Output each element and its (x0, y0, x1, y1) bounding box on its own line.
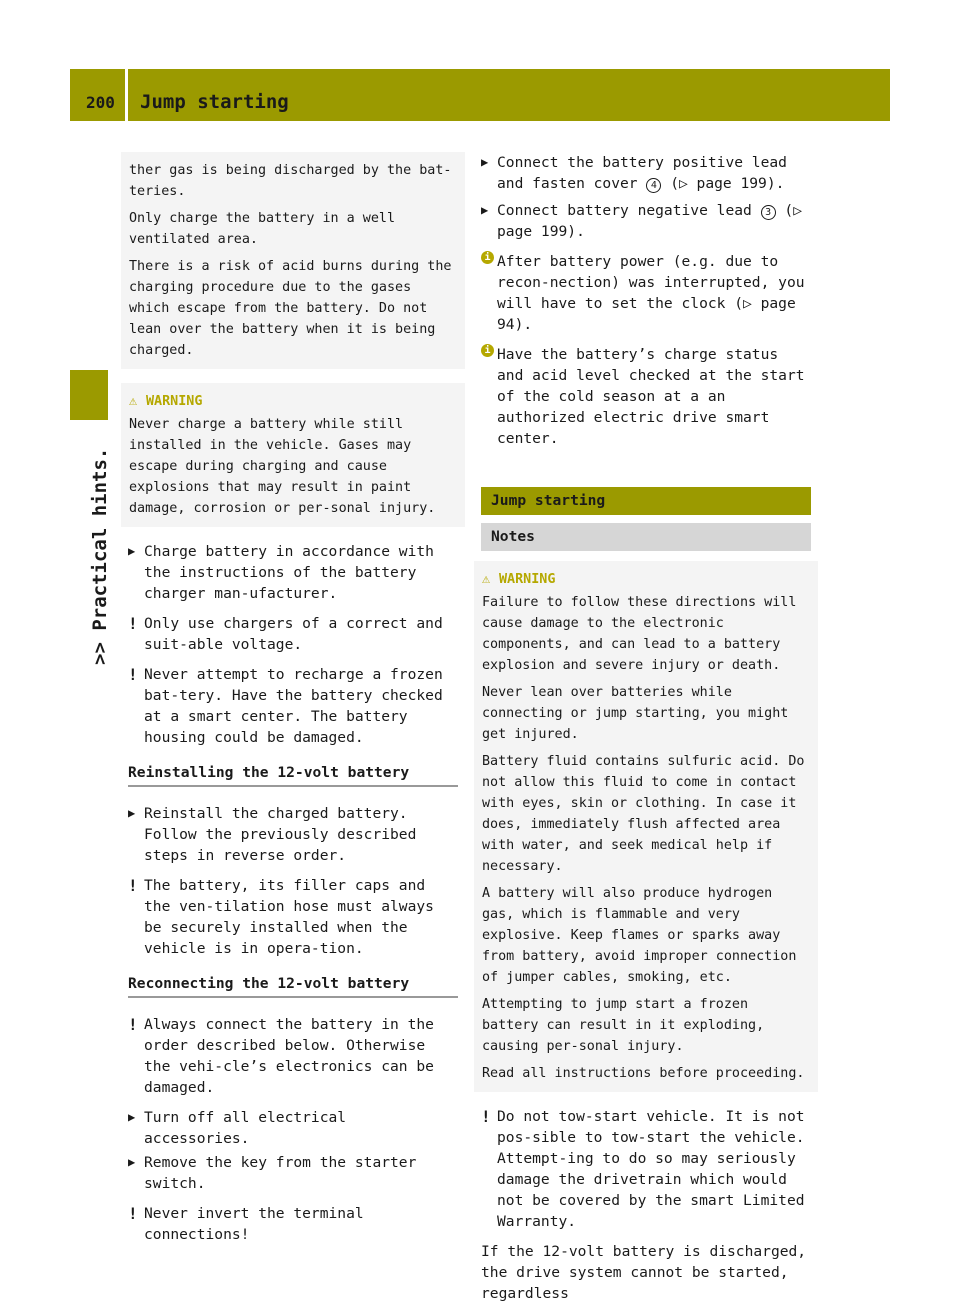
note-item (128, 1014, 458, 1098)
step-arrow-icon: ▶ (481, 155, 489, 169)
warning-text: Read all instructions before proceeding. (482, 1066, 805, 1081)
warning-title: WARNING (146, 394, 203, 409)
step-text: Remove the key from the starter switch. (144, 1154, 417, 1192)
warning-title: WARNING (499, 572, 556, 587)
info-text: After battery power (e.g. due to recon-nection) was interrupted, you will have to set the clock (▷ page 94). (497, 253, 805, 333)
exclamation-icon: ! (128, 1015, 138, 1034)
info-icon: i (481, 251, 494, 264)
warning-box (474, 561, 818, 1092)
note-item (128, 613, 458, 655)
page-reference: (▷ page 199). (497, 202, 802, 240)
warning-heading (482, 569, 810, 590)
body-paragraph: If the 12-volt battery is discharged, the drive system cannot be started, regardless (481, 1243, 807, 1302)
note-text: Never attempt to recharge a frozen bat-tery. Have the battery checked at a smart center. The battery housing could be damaged. (144, 666, 443, 746)
caution-text: ther gas is being discharged by the bat-teries. (129, 163, 452, 199)
note-item (128, 875, 458, 959)
step-item (128, 803, 458, 866)
step-arrow-icon: ▶ (128, 1155, 136, 1169)
exclamation-icon: ! (481, 1107, 491, 1126)
note-item (128, 664, 458, 748)
note-text: Always connect the battery in the order described below. Otherwise the vehi-cle’s electronics can be damaged. (144, 1016, 434, 1096)
info-icon: i (481, 344, 494, 357)
caution-text: Only charge the battery in a well ventilated area. (129, 211, 396, 247)
note-text: Never invert the terminal connections! (144, 1205, 364, 1243)
step-arrow-icon: ▶ (128, 1110, 136, 1124)
note-text: The battery, its filler caps and the ven-tilation hose must always be securely installed when the vehicle is in opera-tion. (144, 877, 434, 957)
warning-text: Attempting to jump start a frozen battery can result in it exploding, causing per-sonal injury. (482, 997, 765, 1054)
step-text: Charge battery in accordance with the instructions of the battery charger man-ufacturer. (144, 543, 434, 602)
note-item (128, 1203, 458, 1245)
exclamation-icon: ! (128, 876, 138, 895)
page-reference: (▷ page 199). (670, 175, 785, 192)
caution-text: There is a risk of acid burns during the charging procedure due to the gases which escape from the battery. Do not lean over the battery when it is being charged. (129, 259, 452, 358)
note-text: Only use chargers of a correct and suit-able voltage. (144, 615, 443, 653)
warning-text: A battery will also produce hydrogen gas, which is flammable and very explosive. Keep flames or sparks away from battery, avoid improper connection of jumper cables, smoking, etc. (482, 886, 797, 985)
step-item (481, 152, 811, 194)
exclamation-icon: ! (128, 614, 138, 633)
warning-text: Failure to follow these directions will cause damage to the electronic components, and can lead to a battery explosion and severe injury or death. (482, 595, 797, 673)
page-number: 200 (86, 93, 115, 112)
warning-triangle-icon: ⚠ (482, 572, 491, 587)
info-item (481, 344, 811, 449)
notes-heading: Notes (481, 523, 811, 551)
warning-triangle-icon: ⚠ (129, 394, 138, 409)
exclamation-icon: ! (128, 665, 138, 684)
warning-heading (129, 391, 457, 412)
step-arrow-icon: ▶ (128, 544, 136, 558)
header-divider (125, 69, 128, 121)
exclamation-icon: ! (128, 1204, 138, 1223)
note-item (481, 1106, 811, 1232)
step-text: Connect battery negative lead (497, 202, 752, 219)
callout-number: 3 (761, 205, 776, 220)
side-tab-marker (70, 370, 108, 420)
step-text: Connect the battery positive lead and fasten cover (497, 154, 787, 192)
right-column (481, 152, 811, 1313)
step-item (128, 1152, 458, 1194)
callout-number: 4 (646, 178, 661, 193)
left-column (128, 152, 458, 1254)
warning-text: Never charge a battery while still installed in the vehicle. Gases may escape during charging and cause explosions that may result in paint damage, corrosion or per-sonal injury. (129, 417, 436, 516)
step-item (481, 200, 811, 242)
warning-text: Battery fluid contains sulfuric acid. Do not allow this fluid to come in contact with eyes, skin or clothing. In case it does, immediately flush affected area with water, and seek medical help if necessary. (482, 754, 805, 874)
side-tab-label: >> Practical hints. (89, 447, 111, 665)
caution-box (121, 152, 465, 369)
warning-text: Never lean over batteries while connecting or jump starting, you might get injured. (482, 685, 789, 742)
subheading-reconnect: Reconnecting the 12-volt battery (128, 973, 458, 998)
step-text: Reinstall the charged battery. Follow the previously described steps in reverse order. (144, 805, 417, 864)
subheading-reinstall: Reinstalling the 12-volt battery (128, 762, 458, 787)
step-arrow-icon: ▶ (481, 203, 489, 217)
section-heading: Jump starting (481, 487, 811, 515)
step-text: Turn off all electrical accessories. (144, 1109, 347, 1147)
warning-box (121, 383, 465, 527)
info-text: Have the battery’s charge status and acid level checked at the start of the cold season at a an authorized electric drive smart center. (497, 346, 805, 447)
step-item (128, 541, 458, 604)
note-text: Do not tow-start vehicle. It is not pos-sible to tow-start the vehicle. Attempt-ing to do so may seriously damage the drivetrain which would not be covered by the smart Limited Warranty. (497, 1108, 805, 1230)
info-item (481, 251, 811, 335)
step-arrow-icon: ▶ (128, 806, 136, 820)
page-title: Jump starting (140, 91, 289, 113)
step-item (128, 1107, 458, 1149)
